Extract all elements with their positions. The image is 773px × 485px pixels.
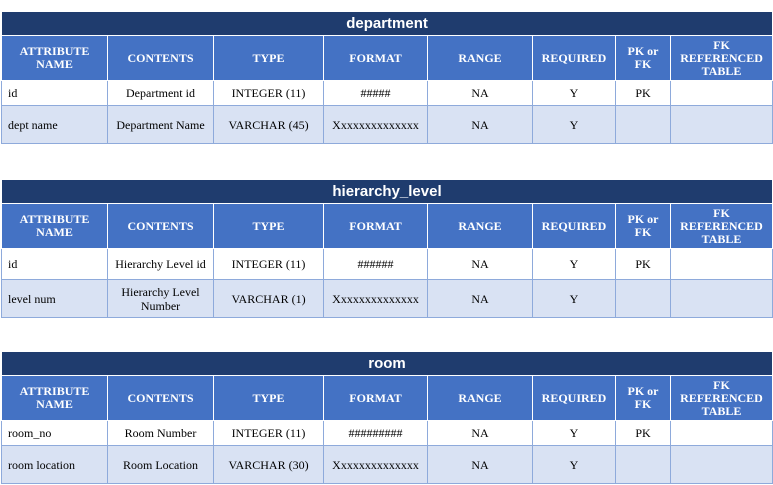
cell-type: INTEGER (11) — [214, 421, 324, 446]
cell-required: Y — [533, 249, 616, 280]
col-header-format: FORMAT — [324, 376, 428, 421]
col-header-fk-ref-table: FK REFERENCED TABLE — [671, 36, 773, 81]
col-header-required: REQUIRED — [533, 376, 616, 421]
cell-contents: Room Number — [108, 421, 214, 446]
cell-fk-ref-table — [671, 446, 773, 484]
table-title: room — [2, 352, 773, 376]
cell-required: Y — [533, 280, 616, 318]
cell-pk-fk — [616, 106, 671, 144]
col-header-range: RANGE — [428, 376, 533, 421]
col-header-type: TYPE — [214, 204, 324, 249]
cell-attribute-name: dept name — [2, 106, 108, 144]
cell-format: Xxxxxxxxxxxxxx — [324, 280, 428, 318]
cell-attribute-name: room location — [2, 446, 108, 484]
col-header-type: TYPE — [214, 36, 324, 81]
cell-range: NA — [428, 446, 533, 484]
cell-contents: Hierarchy Level id — [108, 249, 214, 280]
table-row — [2, 446, 773, 484]
cell-pk-fk: PK — [616, 249, 671, 280]
col-header-attribute-name: ATTRIBUTE NAME — [2, 36, 108, 81]
table-row — [2, 249, 773, 280]
table-department — [1, 11, 773, 144]
cell-required: Y — [533, 421, 616, 446]
cell-format: ##### — [324, 81, 428, 106]
cell-range: NA — [428, 421, 533, 446]
table-room — [1, 351, 773, 484]
col-header-pk-fk: PK or FK — [616, 36, 671, 81]
table-title: hierarchy_level — [2, 180, 773, 204]
cell-fk-ref-table — [671, 280, 773, 318]
cell-type: VARCHAR (1) — [214, 280, 324, 318]
cell-contents: Department id — [108, 81, 214, 106]
cell-pk-fk: PK — [616, 421, 671, 446]
col-header-pk-fk: PK or FK — [616, 376, 671, 421]
col-header-format: FORMAT — [324, 36, 428, 81]
cell-type: INTEGER (11) — [214, 249, 324, 280]
cell-range: NA — [428, 81, 533, 106]
col-header-contents: CONTENTS — [108, 36, 214, 81]
cell-attribute-name: level num — [2, 280, 108, 318]
col-header-fk-ref-table: FK REFERENCED TABLE — [671, 204, 773, 249]
table-title: department — [2, 12, 773, 36]
cell-type: INTEGER (11) — [214, 81, 324, 106]
cell-fk-ref-table — [671, 106, 773, 144]
col-header-required: REQUIRED — [533, 36, 616, 81]
col-header-fk-ref-table: FK REFERENCED TABLE — [671, 376, 773, 421]
cell-attribute-name: id — [2, 249, 108, 280]
table-hierarchy-level — [1, 179, 773, 318]
cell-attribute-name: id — [2, 81, 108, 106]
col-header-attribute-name: ATTRIBUTE NAME — [2, 204, 108, 249]
col-header-contents: CONTENTS — [108, 376, 214, 421]
cell-pk-fk — [616, 446, 671, 484]
cell-format: ######### — [324, 421, 428, 446]
col-header-range: RANGE — [428, 204, 533, 249]
col-header-format: FORMAT — [324, 204, 428, 249]
col-header-type: TYPE — [214, 376, 324, 421]
cell-pk-fk: PK — [616, 81, 671, 106]
col-header-contents: CONTENTS — [108, 204, 214, 249]
table-row — [2, 81, 773, 106]
cell-pk-fk — [616, 280, 671, 318]
cell-required: Y — [533, 106, 616, 144]
cell-fk-ref-table — [671, 81, 773, 106]
cell-fk-ref-table — [671, 421, 773, 446]
cell-range: NA — [428, 280, 533, 318]
cell-range: NA — [428, 106, 533, 144]
cell-type: VARCHAR (45) — [214, 106, 324, 144]
col-header-attribute-name: ATTRIBUTE NAME — [2, 376, 108, 421]
table-row — [2, 280, 773, 318]
cell-format: ###### — [324, 249, 428, 280]
cell-contents: Hierarchy Level Number — [108, 280, 214, 318]
col-header-required: REQUIRED — [533, 204, 616, 249]
table-row — [2, 106, 773, 144]
cell-attribute-name: room_no — [2, 421, 108, 446]
cell-range: NA — [428, 249, 533, 280]
cell-required: Y — [533, 446, 616, 484]
col-header-range: RANGE — [428, 36, 533, 81]
cell-type: VARCHAR (30) — [214, 446, 324, 484]
cell-contents: Department Name — [108, 106, 214, 144]
col-header-pk-fk: PK or FK — [616, 204, 671, 249]
cell-format: Xxxxxxxxxxxxxx — [324, 106, 428, 144]
cell-required: Y — [533, 81, 616, 106]
cell-format: Xxxxxxxxxxxxxx — [324, 446, 428, 484]
cell-contents: Room Location — [108, 446, 214, 484]
cell-fk-ref-table — [671, 249, 773, 280]
table-row — [2, 421, 773, 446]
